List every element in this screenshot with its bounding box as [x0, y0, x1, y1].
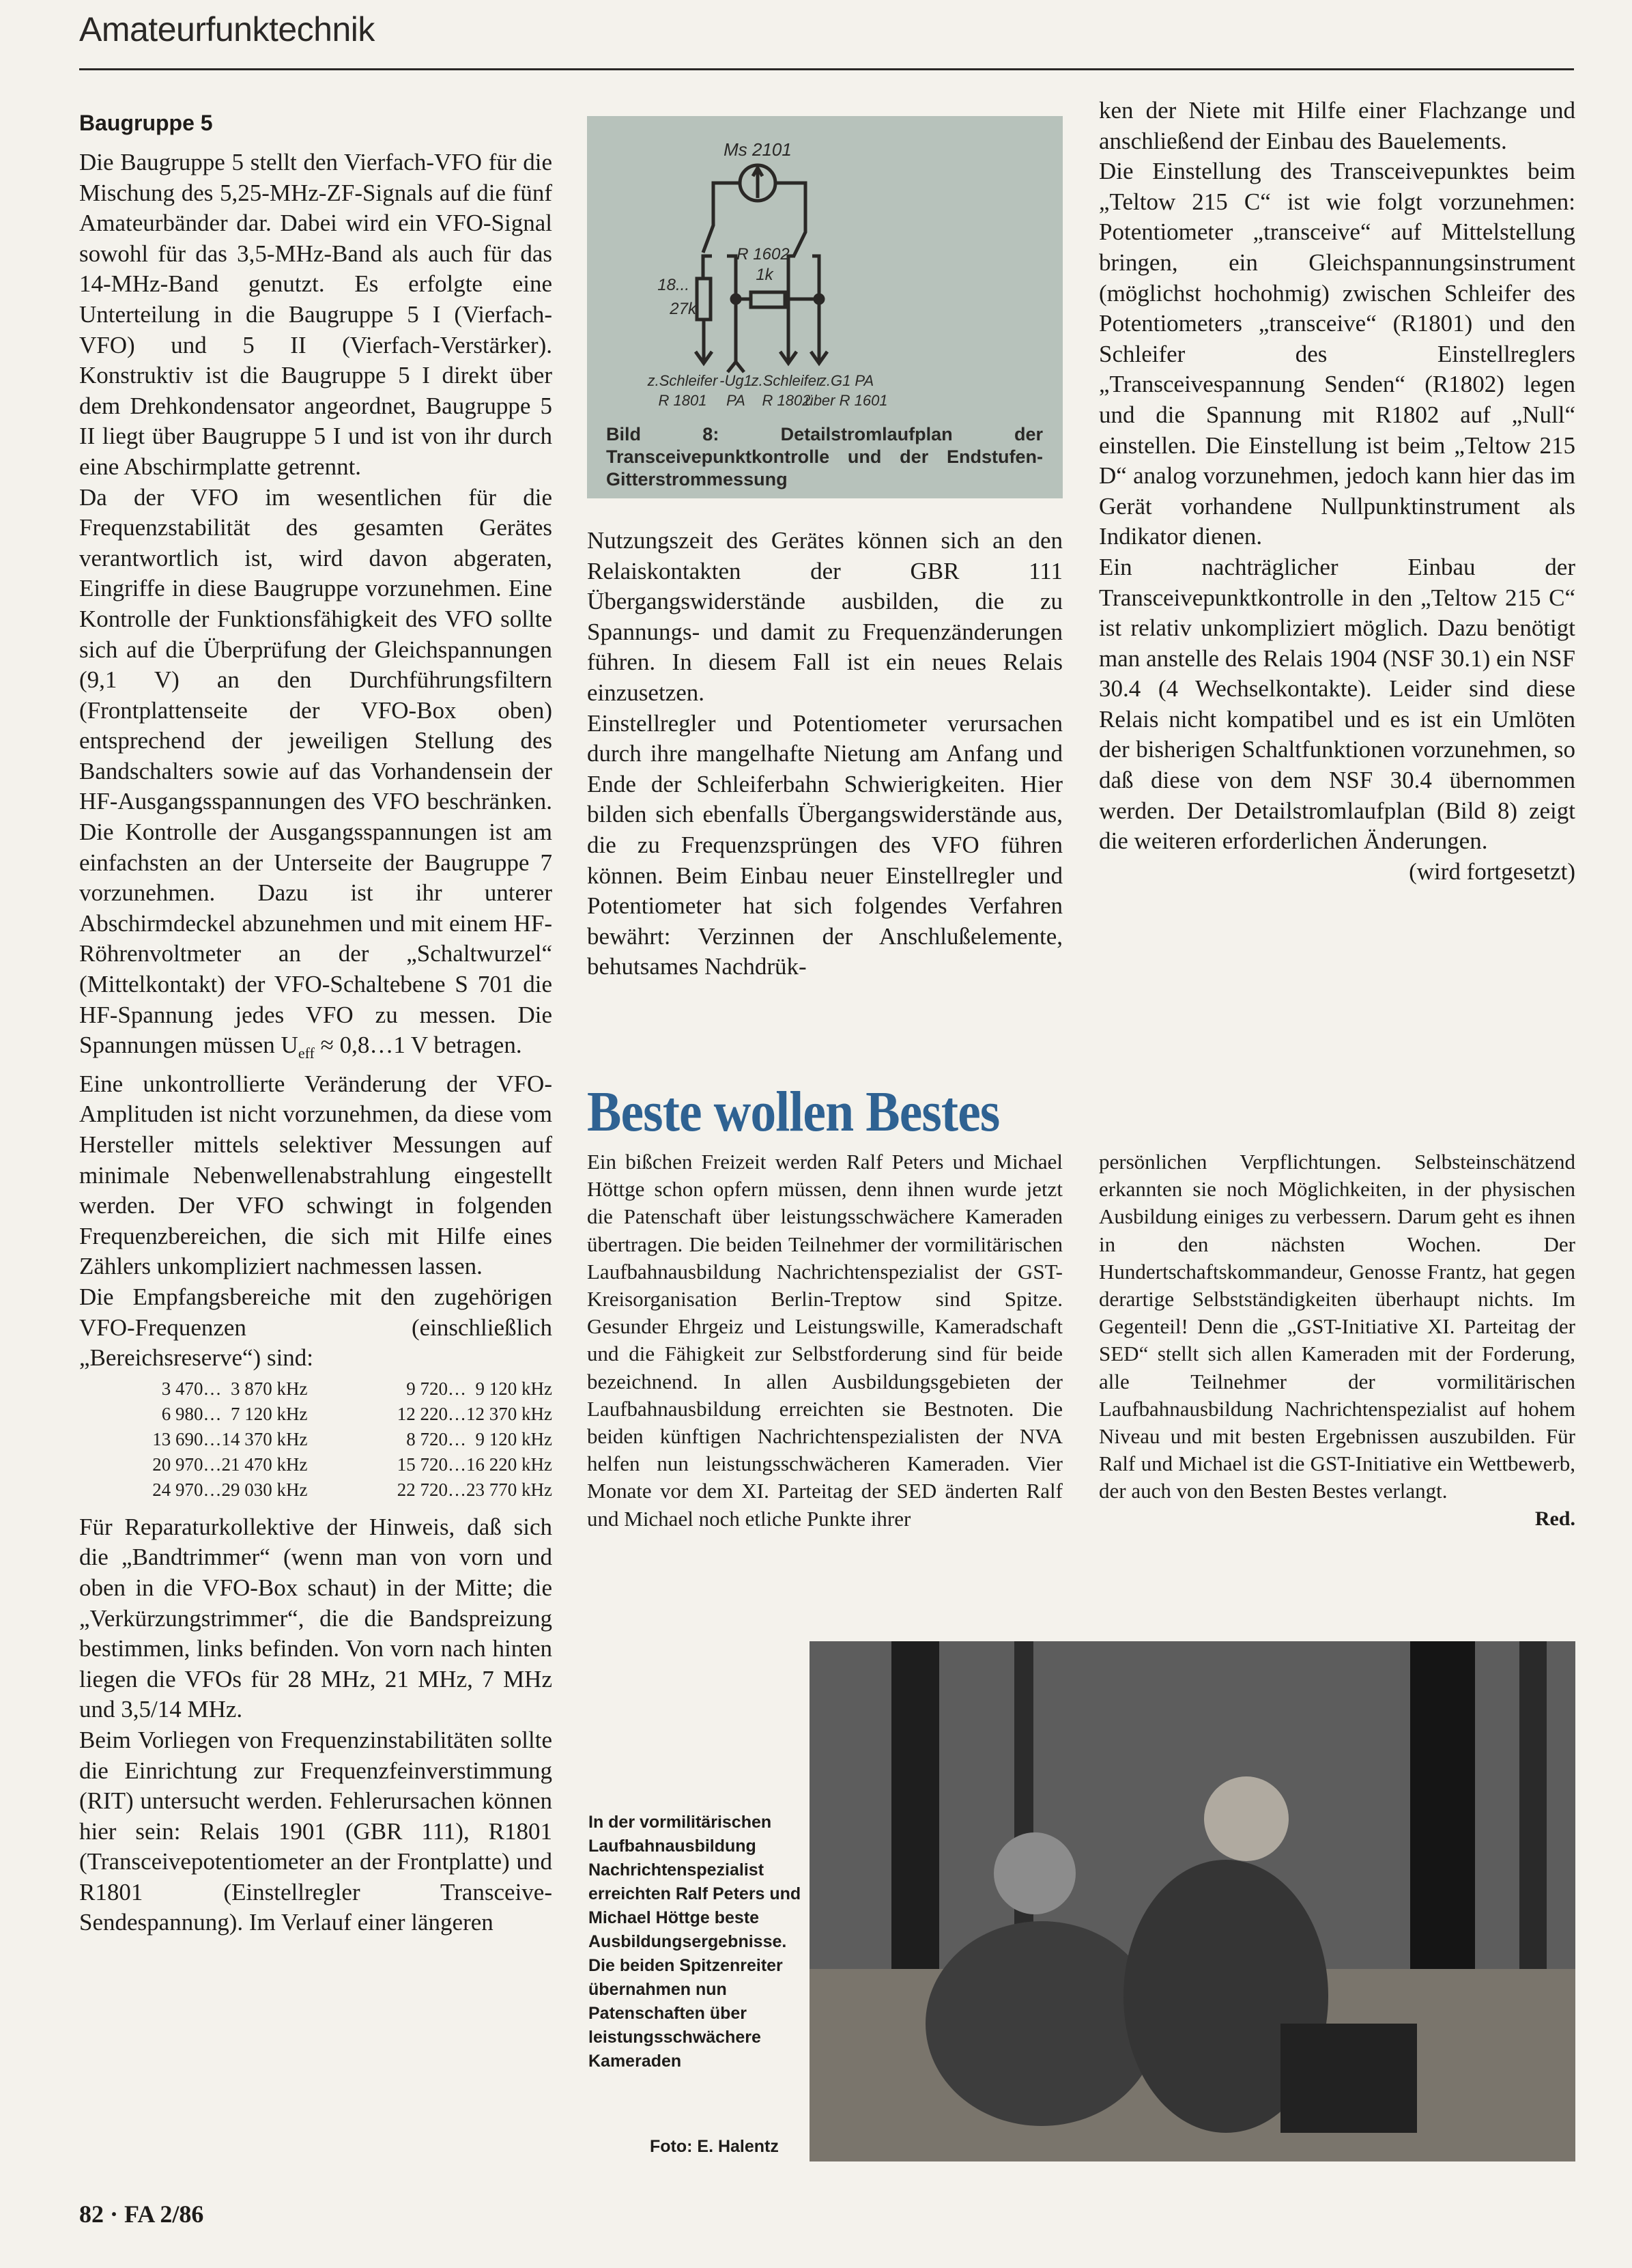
switch-left	[703, 256, 712, 279]
vfo-range: 8 720… 9 120 kHz	[406, 1428, 552, 1449]
continued-note: (wird fortgesetzt)	[1409, 857, 1575, 885]
frequency-row	[79, 1376, 552, 1402]
vfo-range: 9 720… 9 120 kHz	[406, 1378, 552, 1399]
article-column-1	[587, 1148, 1063, 1533]
r1602-label: R 1602	[736, 245, 790, 264]
symbol: U	[281, 1032, 298, 1059]
r1602-value: 1k	[756, 266, 773, 284]
resistor-r1602	[751, 292, 785, 307]
photo-two-trainees-radio	[810, 1641, 1575, 2161]
resistor-r1801	[697, 279, 711, 320]
paragraph: Einstellregler und Potentiometer verursachen durch ihre mangelhafte Nietung am Anfang und Ende der Schleiferbahn Schwierigkeiten. Hier bilden sich ebenfalls Übergangswiderstände aus, die zu Frequenzsprüngen des VFO führen können. Beim Einbau neuer Einstellregler und Potentiometer hat sich folgendes Verfahren bewährt: Verzinnen der Anschlußelemente, behutsames Nachdrük-	[587, 709, 1063, 980]
header-rule	[79, 68, 1574, 70]
paragraph: Ein bißchen Freizeit werden Ralf Peters und Michael Höttge schon opfern müssen, denn ihnen wurde jetzt die Patenschaft über leistungsschwächere Kameraden übertragen. Die beiden Teilnehmer der vormilitärischen Laufbahnausbildung Nachrichtenspezialist der GST-Kreisorganisation Berlin-Treptow sind Spitze. Gesunder Ehrgeiz und Leistungswille, Kameradschaft und die Fähigkeit zur Selbstforderung sind für beide bezeichnend. In allen Ausbildungsgebieten der Laufbahnausbildung erreichten sie Bestnoten. Die beiden künftigen Nachrichtenspezialisten der NVA helfen nun leistungsschwächeren Kameraden. Vier Monate vor dem XI. Parteitag der SED änderten Ralf und Michael noch etliche Punkte ihrer	[587, 1150, 1063, 1531]
receive-range: 13 690…14 370 kHz	[152, 1428, 308, 1449]
section-heading: Baugruppe 5	[79, 111, 213, 135]
terminal-label: z.Schleifer	[751, 372, 822, 389]
signature: Red.	[1534, 1507, 1575, 1530]
terminal-labels-row2	[587, 389, 1063, 416]
receive-range: 20 970…21 470 kHz	[152, 1454, 308, 1475]
wire-left	[703, 183, 740, 253]
vfo-range: 22 720…23 770 kHz	[397, 1479, 552, 1500]
photo-caption: In der vormilitärischen Laufbahnausbildung Nachrichtenspezialist erreichten Ralf Peters und Michael Höttge beste Ausbildungsergebnisse. Die beiden Spitzenreiter übernahmen nun Patenschaften über leistungsschwächere Kameraden	[588, 1813, 801, 2071]
article-column-2	[1099, 1148, 1575, 1533]
photo-credit: Foto: E. Halentz	[650, 2137, 779, 2156]
vfo-range: 12 220…12 370 kHz	[397, 1403, 552, 1424]
arrow-r1801	[696, 320, 712, 363]
text: Da der VFO im wesentlichen für die Frequenzstabilität des gesamten Gerätes verantwortlich ist, wird davon abgeraten, Eingriffe in diese Baugruppe vorzunehmen. Eine Kontrolle der Funktionsfähigkeit des VFO sollte sich auf die Überprüfung der Gleichspannungen (9,1 V) an den Durchführungsfiltern (Frontplattenseite der VFO-Box oben) entsprechend der jeweiligen Stellung des Bandschalters sowie auf das Vorhandensein der HF-Ausgangsspannungen des VFO beschränken. Die Kontrolle der Ausgangsspannungen ist am einfachsten an der Unterseite der Baugruppe 7 vorzunehmen. Dazu ist ihr unterer Abschirmdeckel abzunehmen und mit einem HF-Röhrenvoltmeter an der „Schaltwurzel“ (Mittelkontakt) der VFO-Schaltebene S 701 die HF-Spannung jedes VFO zu messen. Die Spannungen müssen	[79, 483, 552, 1059]
meter-needle	[753, 168, 762, 198]
wire-ug1	[727, 256, 744, 372]
arrow-r1802	[780, 256, 797, 363]
terminal-label: R 1801	[658, 392, 707, 409]
frequency-row	[79, 1402, 552, 1427]
r1801-value: 18...	[657, 276, 689, 294]
vfo-range: 15 720…16 220 kHz	[397, 1454, 552, 1475]
meter-label: Ms 2101	[724, 139, 792, 160]
terminal-label: R 1802	[762, 392, 811, 409]
photo-illustration	[810, 1641, 1575, 2161]
paragraph: Eine unkontrollierte Veränderung der VFO-Amplituden ist nicht vorzunehmen, da diese vom Hersteller mittels selektiver Messungen auf minimale Nebenwellenabstrahlung eingestellt werden. Der VFO schwingt in folgenden Frequenzbereichen, die sich mit Hilfe eines Zählers unkompliziert nachmessen lassen.	[79, 1070, 552, 1280]
circuit-diagram	[587, 116, 1063, 389]
terminal-label: -Ug1	[719, 372, 752, 389]
frequency-row	[79, 1477, 552, 1503]
r1801-value: 27k	[670, 300, 696, 318]
frequency-row	[79, 1452, 552, 1477]
paragraph: Für Reparaturkollektive der Hinweis, daß sich die „Bandtrimmer“ (wenn man von vorn und oben in die VFO-Box schaut) in der Mitte; die „Verkürzungstrimmer“, die die Bandspreizung bestimmen, links befinden. Von vorn nach hinten liegen die VFOs für 28 MHz, 21 MHz, 7 MHz und 3,5/14 MHz.	[79, 1513, 552, 1723]
paragraph	[79, 483, 552, 1069]
arrow-g1	[811, 256, 827, 363]
frequency-table	[79, 1376, 552, 1503]
page-folio: 82 · FA 2/86	[79, 2200, 204, 2228]
receive-range: 6 980… 7 120 kHz	[161, 1403, 308, 1424]
article-title: Beste wollen Bestes	[587, 1080, 1000, 1144]
terminal-label: z.G1 PA	[818, 372, 874, 389]
receive-range: 24 970…29 030 kHz	[152, 1479, 308, 1500]
circuit-diagram-figure	[587, 116, 1063, 498]
terminal-label: PA	[726, 392, 745, 409]
right-column	[1099, 96, 1575, 887]
left-column	[79, 108, 552, 1938]
receive-range: 3 470… 3 870 kHz	[161, 1378, 308, 1399]
paragraph: Beim Vorliegen von Frequenzinstabilitäten sollte die Einrichtung zur Frequenzfeinverstimmung (RIT) untersucht werden. Fehlerursachen können hier sein: Relais 1901 (GBR 111), R1801 (Transceivepotentiometer an der Frontplatte) und R1801 (Einstellregler Transceive-Sendespannung). Im Verlauf einer längeren	[79, 1726, 552, 1936]
paragraph: persönlichen Verpflichtungen. Selbsteinschätzend erkannten sie noch Möglichkeiten, in der physischen Ausbildung einiges zu verbessern. Darum geht es ihnen in den nächsten Wochen. Der Hundertschaftskommandeur, Genosse Frantz, hat gegen derartige Selbstständigkeiten überhaupt nichts. Im Gegenteil! Denn die „GST-Initiative XI. Parteitag der SED“ stellt sich allen Kameraden mit der Forderung, alle Teilnehmer der vormilitärischen Laufbahnausbildung Nachrichtenspezialist auf hohem Niveau und mit besten Ergebnissen auszubilden. Für Ralf und Michael ist die GST-Initiative ein Wettbewerb, der auch von den Besten Bestes verlangt.	[1099, 1150, 1575, 1503]
middle-column	[587, 526, 1063, 982]
frequency-row	[79, 1427, 552, 1452]
paragraph: Die Einstellung des Transceivepunktes beim „Teltow 215 C“ ist wie folgt vorzunehmen: Potentiometer „transceive“ auf Mittelstellung bringen, ein Gleichspannungsinstrument (möglichst hochohmig) zwischen Schleifer des Potentiometers „transceive“ (R1801) und den Schleifer des Einstellreglers „Transceivespannung Senden“ (R1802) legen und die Spannung mit R1802 auf „Null“ einstellen. Die Einstellung ist beim „Teltow 215 D“ analog vorzunehmen, jedoch kann hier das im Gerät vorhandene Nullpunktinstrument als Indikator dienen.	[1099, 158, 1575, 550]
terminal-label: über R 1601	[805, 392, 888, 409]
text: ≈ 0,8…1 V betragen.	[314, 1032, 522, 1059]
running-head: Amateurfunktechnik	[79, 10, 375, 48]
paragraph: Ein nachträglicher Einbau der Transceivepunktkontrolle in den „Teltow 215 C“ ist relativ unkompliziert möglich. Dazu benötigt man anstelle des Relais 1904 (NSF 30.1) ein NSF 30.4 (4 Wechselkontakte). Leider sind diese Relais nicht kompatibel und es ist ein Umlöten der bisherigen Schaltfunktionen vorzunehmen, so daß diese von dem NSF 30.4 übernommen werden. Der Detailstromlaufplan (Bild 8) zeigt die weiteren erforderlichen Änderungen.	[1099, 553, 1575, 855]
paragraph: Die Baugruppe 5 stellt den Vierfach-VFO für die Mischung des 5,25-MHz-ZF-Signals auf die fünf Amateurbänder dar. Dabei wird ein VFO-Signal sowohl für das 3,5-MHz-Band als auch für das 14-MHz-Band genutzt. Es erfolgte eine Unterteilung in die Baugruppe 5 I (Vierfach-VFO) und 5 II (Vierfach-Verstärker). Konstruktiv ist die Baugruppe 5 I direkt über dem Drehkondensator angeordnet, Baugruppe 5 II liegt über Baugruppe 5 I und ist von ihr durch eine Abschirmplatte getrennt.	[79, 149, 552, 480]
terminal-label: z.Schleifer	[647, 372, 718, 389]
paragraph: ken der Niete mit Hilfe einer Flachzange und anschließend der Einbau des Bauelements.	[1099, 97, 1575, 154]
paragraph: Nutzungszeit des Gerätes können sich an den Relaiskontakten der GBR 111 Übergangswiderstände ausbilden, die zu Spannungs- und damit zu Frequenzänderungen führen. In diesem Fall ist ein neues Relais einzusetzen.	[587, 527, 1063, 706]
subscript: eff	[298, 1045, 315, 1062]
paragraph: Die Empfangsbereiche mit den zugehörigen VFO-Frequenzen (einschließlich „Bereichsreserve“) sind:	[79, 1283, 552, 1372]
figure-caption: Bild 8: Detailstromlaufplan der Transceivepunktkontrolle und der Endstufen-Gitterstrommessung	[606, 424, 1043, 490]
